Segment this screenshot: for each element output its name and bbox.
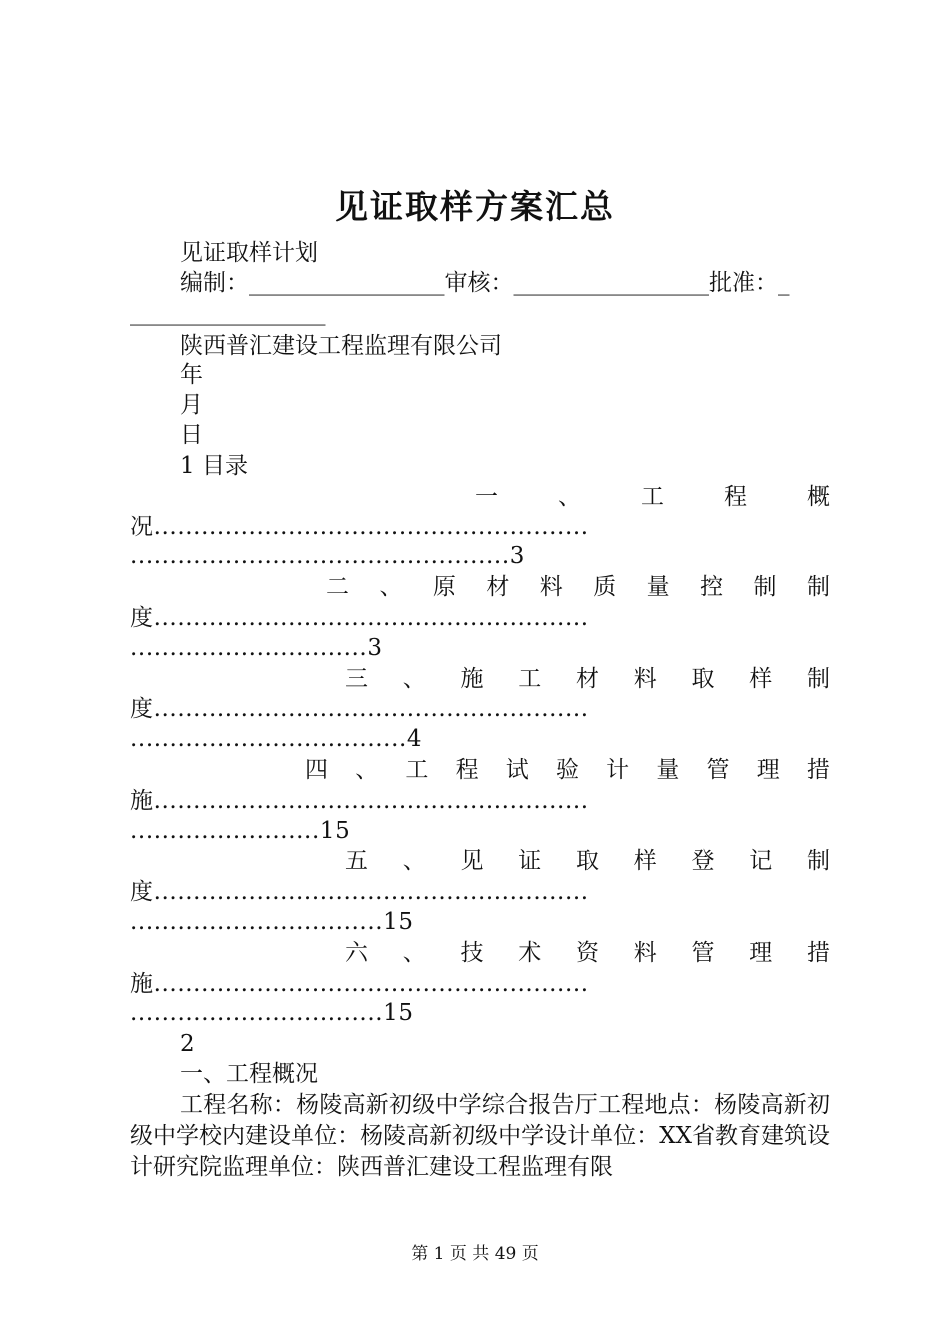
- toc-entry-4-page: ........................15: [130, 818, 351, 844]
- toc-entry-6-page: ................................15: [130, 1000, 414, 1026]
- page-footer: 第 1 页 共 49 页: [411, 1244, 539, 1264]
- plan-subtitle: 见证取样计划: [180, 240, 318, 266]
- toc-entry-3-page: ...................................4: [130, 726, 423, 752]
- signature-line: 编制：_________________审核：_________________批准：_: [180, 270, 790, 296]
- date-day: 日: [180, 422, 203, 448]
- toc-entry-1-page: ................................................3: [130, 543, 525, 569]
- toc-entry-1-leader: 况.......................................................: [130, 514, 589, 540]
- section-heading: 一、工程概况: [180, 1061, 318, 1087]
- toc-entry-5-leader: 度.......................................................: [130, 879, 589, 905]
- toc-entry-3-leader: 度.......................................................: [130, 696, 589, 722]
- toc-entry-2-head: 二 、 原 材 料 质 量 控 制 制: [326, 574, 830, 600]
- project-overview-paragraph: 工程名称：杨陵高新初级中学综合报告厅工程地点：杨陵高新初级中学校内建设单位：杨陵高新初级中学设计单位：XX省教育建筑设计研究院监理单位：陕西普汇建设工程监理有限: [130, 1092, 830, 1180]
- toc-entry-1-head: 一 、 工 程 概: [475, 484, 830, 510]
- company-name: 陕西普汇建设工程监理有限公司: [180, 333, 502, 359]
- page-marker: 2: [180, 1031, 195, 1057]
- toc-entry-4-leader: 施.......................................................: [130, 788, 589, 814]
- toc-heading: 1 目录: [180, 453, 248, 479]
- toc-entry-3-head: 三 、 施 工 材 料 取 样 制: [345, 666, 830, 692]
- toc-entry-2-page: ..............................3: [130, 635, 383, 661]
- date-year: 年: [180, 362, 203, 388]
- date-month: 月: [180, 392, 203, 418]
- toc-entry-6-leader: 施.......................................................: [130, 971, 589, 997]
- toc-entry-2-leader: 度.......................................................: [130, 605, 589, 631]
- toc-entry-4-head: 四 、 工 程 试 验 计 量 管 理 措: [305, 757, 830, 783]
- toc-entry-5-head: 五 、 见 证 取 样 登 记 制: [345, 848, 830, 874]
- document-title: 见证取样方案汇总: [335, 187, 615, 226]
- toc-entry-6-head: 六 、 技 术 资 料 管 理 措: [345, 940, 830, 966]
- signature-line-continuation: _________________: [130, 300, 326, 326]
- toc-entry-5-page: ................................15: [130, 909, 414, 935]
